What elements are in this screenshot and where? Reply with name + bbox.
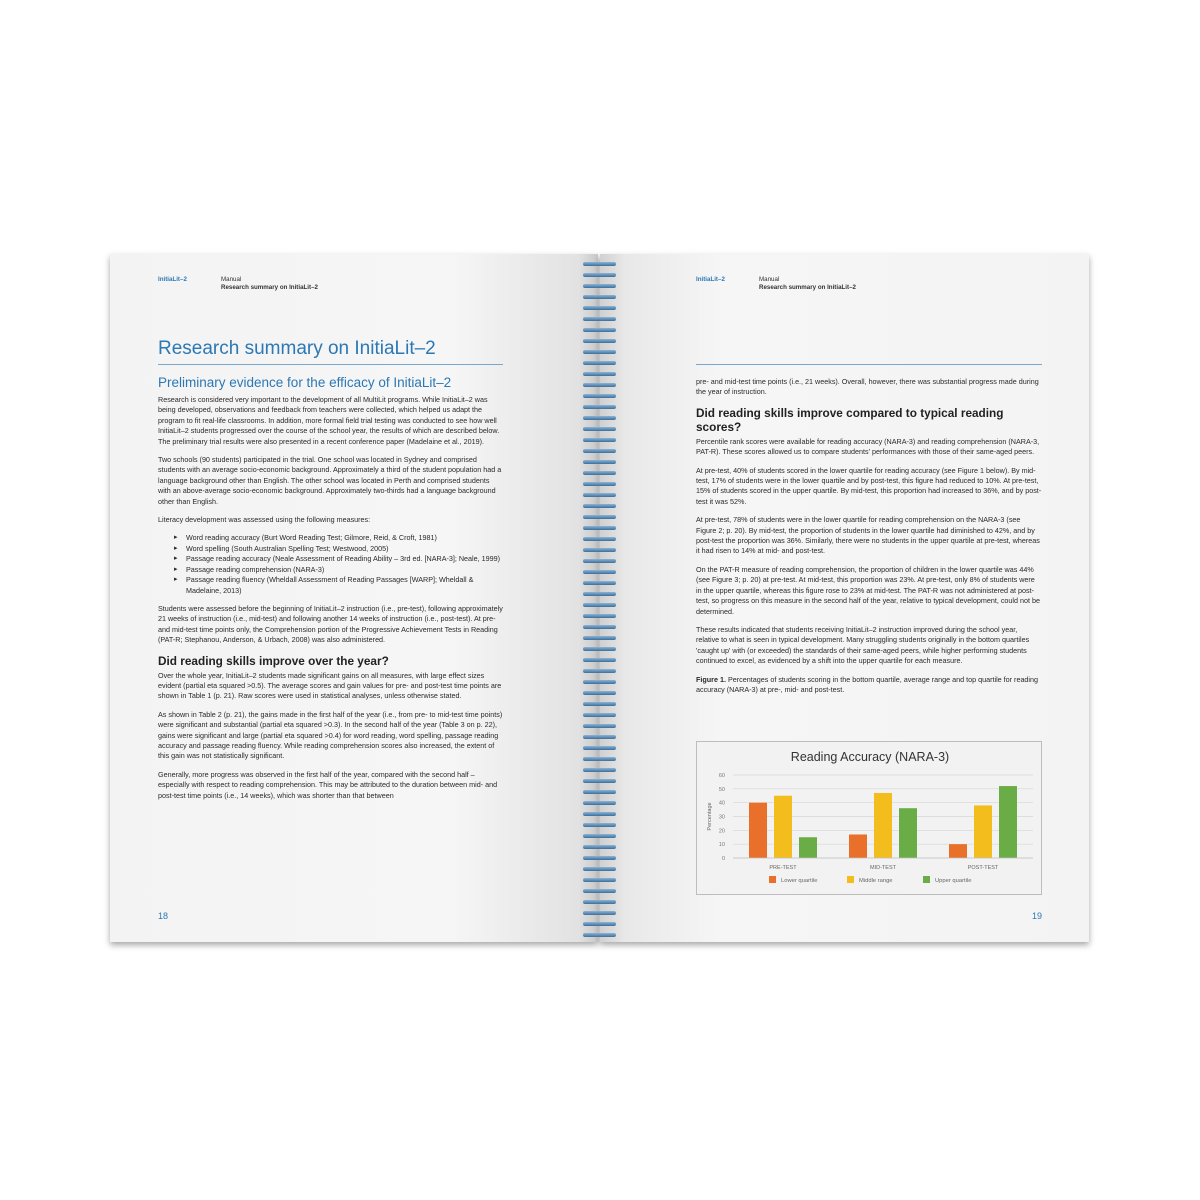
x-tick-label: MID-TEST bbox=[870, 865, 896, 871]
spiral-ring bbox=[583, 933, 616, 937]
paragraph: Generally, more progress was observed in the first half of the year, compared with the second half – especially with respect to reading comprehension. This may be attributed to the duration between mid- and post-test time points (i.e., 14 weeks), which was shorter than that between bbox=[158, 769, 498, 800]
chart-title: Reading Accuracy (NARA-3) bbox=[790, 750, 950, 764]
list-item: ▸ Word spelling (South Australian Spelling Test; Westwood, 2005) bbox=[174, 544, 503, 554]
spiral-ring bbox=[583, 372, 616, 376]
bar bbox=[899, 808, 917, 858]
spiral-ring bbox=[583, 504, 616, 508]
spiral-ring bbox=[583, 416, 616, 420]
paragraph: These results indicated that students receiving InitiaLit–2 instruction improved during the school year, relative to what is seen in typical development. Many struggling students originally in the bottom quartiles 'caught up' with (or exceeded) the standards of their same-aged peers, while higher performing students continued to excel, as evidenced by a shift into the upper quartile for each measure. bbox=[696, 624, 1030, 666]
title-rule bbox=[696, 364, 1042, 365]
spiral-ring bbox=[583, 460, 616, 464]
spiral-ring bbox=[583, 295, 616, 299]
spiral-ring bbox=[583, 900, 616, 904]
left-page bbox=[110, 254, 598, 942]
spiral-ring bbox=[583, 702, 616, 706]
legend-swatch bbox=[769, 876, 776, 883]
spiral-ring bbox=[583, 790, 616, 794]
list-item: ▸ Passage reading comprehension (NARA-3) bbox=[174, 565, 503, 575]
list-item: ▸ Passage reading accuracy (Neale Assessment of Reading Ability – 3rd ed. [NARA-3]; Neale, 1999) bbox=[174, 554, 503, 564]
spiral-ring bbox=[583, 262, 616, 266]
paragraph: Two schools (90 students) participated in the trial. One school was located in Sydney and comprised students with an average socio-economic background. Approximately a third of the student population had a language background other than English. The other school was located in Perth and comprised students with an above-average socio-economic background. Approximately two-thirds had a language background other than English. bbox=[158, 455, 502, 506]
spiral-ring bbox=[583, 812, 616, 816]
spiral-ring bbox=[583, 823, 616, 827]
spiral-ring bbox=[583, 724, 616, 728]
spiral-ring bbox=[583, 328, 616, 332]
bar bbox=[799, 837, 817, 858]
spiral-ring bbox=[583, 438, 616, 442]
header-series: InitiaLit–2 bbox=[158, 276, 187, 283]
bar bbox=[974, 805, 992, 858]
chart-svg bbox=[697, 742, 1043, 896]
spiral-ring bbox=[583, 427, 616, 431]
spiral-ring bbox=[583, 548, 616, 552]
header-section bbox=[759, 276, 856, 292]
spiral-ring bbox=[583, 482, 616, 486]
section-heading: Did reading skills improve over the year? bbox=[158, 653, 389, 668]
header-manual: Manual bbox=[221, 276, 242, 283]
spiral-ring bbox=[583, 669, 616, 673]
header-section bbox=[221, 276, 318, 292]
spiral-ring bbox=[583, 911, 616, 915]
spiral-ring bbox=[583, 284, 616, 288]
spiral-ring bbox=[583, 867, 616, 871]
bar bbox=[999, 786, 1017, 858]
spiral-ring bbox=[583, 350, 616, 354]
y-tick-label: 10 bbox=[718, 842, 725, 849]
page-number: 19 bbox=[1031, 911, 1042, 921]
spiral-ring bbox=[583, 922, 616, 926]
spiral-ring bbox=[583, 526, 616, 530]
y-axis-label: Percentage bbox=[707, 802, 713, 831]
spiral-ring bbox=[583, 317, 616, 321]
spiral-ring bbox=[583, 889, 616, 893]
spiral-ring bbox=[583, 834, 616, 838]
spiral-ring bbox=[583, 658, 616, 662]
legend-swatch bbox=[923, 876, 930, 883]
bar bbox=[774, 796, 792, 858]
spiral-ring bbox=[583, 537, 616, 541]
spiral-ring bbox=[583, 680, 616, 684]
spiral-ring bbox=[583, 339, 616, 343]
spiral-ring bbox=[583, 515, 616, 519]
spiral-ring bbox=[583, 845, 616, 849]
x-tick-label: POST-TEST bbox=[967, 865, 999, 871]
spiral-ring bbox=[583, 636, 616, 640]
section-heading: Did reading skills improve compared to typical reading scores? bbox=[696, 405, 1004, 434]
title-rule bbox=[158, 364, 503, 365]
y-tick-label: 20 bbox=[718, 828, 725, 835]
y-tick-label: 40 bbox=[718, 800, 725, 807]
spiral-ring bbox=[583, 581, 616, 585]
section-subtitle: Preliminary evidence for the efficacy of InitiaLit–2 bbox=[158, 375, 452, 390]
header-section-title: Research summary on InitiaLit–2 bbox=[221, 284, 318, 291]
right-body bbox=[696, 377, 1042, 695]
spiral-ring bbox=[583, 493, 616, 497]
spiral-ring bbox=[583, 592, 616, 596]
spiral-ring bbox=[583, 691, 616, 695]
legend-swatch bbox=[847, 876, 854, 883]
paragraph: At pre-test, 40% of students scored in the lower quartile for reading accuracy (see Figure 1 below). By mid-test, 17% of students were in the lower quartile and by post-test, this figure had reduced to 10%. At pre-test, 15% of students scored in the upper quartile. By mid-test, this proportion had increased to 36%, and by post-test it was 52%. bbox=[696, 465, 1042, 506]
paragraph: Students were assessed before the beginning of InitiaLit–2 instruction (i.e., pre-test), following approximately 21 weeks of instruction (i.e., mid-test) and following another 14 weeks of instruction (i.e., post-test). At pre- and mid-test time points only, the Comprehension portion of the Progressive Achievement Tests in Reading (PAT-R; Stephanou, Anderson, & Urbach, 2008) was also administered. bbox=[158, 603, 503, 645]
spiral-ring bbox=[583, 306, 616, 310]
figure-caption bbox=[696, 675, 1042, 696]
spiral-ring bbox=[583, 614, 616, 618]
spiral-ring bbox=[583, 757, 616, 761]
spiral-ring bbox=[583, 394, 616, 398]
left-body bbox=[158, 395, 503, 809]
paragraph: Over the whole year, InitiaLit–2 students made significant gains on all measures, with large effect sizes evident (partial eta squared >0.5). The average scores and gain values for pre- and post-test time points are shown in Table 1 (p. 21). Raw scores were used in statistical analyses, unless otherwise stated. bbox=[158, 670, 502, 701]
spiral-ring bbox=[583, 471, 616, 475]
figure-label: Figure 1. bbox=[696, 674, 726, 684]
legend-label: Middle range bbox=[859, 878, 893, 884]
header-series: InitiaLit–2 bbox=[696, 276, 725, 283]
y-tick-label: 30 bbox=[718, 814, 725, 821]
header-manual: Manual bbox=[759, 276, 780, 283]
spiral-ring bbox=[583, 361, 616, 365]
bar bbox=[949, 844, 967, 858]
spiral-ring bbox=[583, 856, 616, 860]
spiral-ring bbox=[583, 779, 616, 783]
x-tick-label: PRE-TEST bbox=[769, 865, 797, 871]
spiral-ring bbox=[583, 647, 616, 651]
y-tick-label: 50 bbox=[718, 786, 725, 793]
bar bbox=[874, 793, 892, 858]
spiral-ring bbox=[583, 801, 616, 805]
spiral-ring bbox=[583, 603, 616, 607]
page-title: Research summary on InitiaLit–2 bbox=[158, 338, 436, 359]
paragraph: pre- and mid-test time points (i.e., 21 weeks). Overall, however, there was substantial progress made during the year of instruction. bbox=[696, 377, 1039, 397]
bar bbox=[849, 834, 867, 858]
right-page bbox=[600, 254, 1089, 942]
spiral-ring bbox=[583, 746, 616, 750]
spiral-ring bbox=[583, 768, 616, 772]
measures-list bbox=[158, 533, 503, 595]
paragraph: Research is considered very important to the development of all MultiLit programs. While InitiaLit–2 was being developed, observations and feedback from teachers were collected, which helped us adapt the program to fit real-life classrooms. In addition, more formal field trial testing was conducted to see how well InitiaLit–2 students progressed over the course of the school year, the results of which are described below. The preliminary trial results were also presented in a recent conference paper (Madelaine et al., 2019). bbox=[158, 395, 500, 446]
figure-caption-text: Percentages of students scoring in the bottom quartile, average range and top quartile for reading accuracy (NARA-3) at pre-, mid- and post-test. bbox=[696, 674, 1039, 694]
spiral-ring bbox=[583, 405, 616, 409]
spiral-binding bbox=[583, 262, 619, 942]
paragraph: Literacy development was assessed using the following measures: bbox=[158, 515, 371, 525]
spiral-ring bbox=[583, 273, 616, 277]
paragraph: Percentile rank scores were available for reading accuracy (NARA-3) and reading comprehension (NARA-3, PAT-R). These scores allowed us to compare students' performances with those of their same-aged peers. bbox=[696, 436, 1040, 457]
list-item: ▸ Word reading accuracy (Burt Word Reading Test; Gilmore, Reid, & Croft, 1981) bbox=[174, 533, 503, 543]
spiral-ring bbox=[583, 625, 616, 629]
y-tick-label: 0 bbox=[721, 856, 725, 862]
list-item: ▸ Passage reading fluency (Wheldall Assessment of Reading Passages [WARP]; Wheldall & Madelaine, 2013) bbox=[174, 575, 503, 596]
paragraph: At pre-test, 78% of students were in the lower quartile for reading comprehension on the NARA-3 (see Figure 2; p. 20). By mid-test, the proportion of students in the lower quartile had diminished to 42%, and by post-test the proportion was 36%. Similarly, there were no students in the upper quartile at pre-test, whereas it had risen to 14% at mid- and post-test. bbox=[696, 515, 1040, 556]
spiral-ring bbox=[583, 713, 616, 717]
reading-accuracy-chart bbox=[696, 741, 1042, 895]
page-number: 18 bbox=[158, 911, 169, 921]
paragraph: As shown in Table 2 (p. 21), the gains made in the first half of the year (i.e., from pre- to mid-test time points) were significant and substantial (partial eta squared >0.3). In the second half of the year (Table 3 on p. 22), gains were significant and large (partial eta squared >0.4) for word reading, word spelling, passage reading accuracy and passage reading fluency. While reading comprehension scores also increased, the extent of this gain was not statistically significant. bbox=[158, 709, 503, 761]
spiral-ring bbox=[583, 449, 616, 453]
header-section-title: Research summary on InitiaLit–2 bbox=[759, 284, 856, 291]
paragraph: On the PAT-R measure of reading comprehension, the proportion of children in the lower quartile was 44% (see Figure 3; p. 20) at pre-test. At mid-test, this proportion was 23%. At pre-test, only 8% of students were in the upper quartile, whereas this figure rose to 23% at mid-test. The PAT-R was not administered at post-test, so progress on this measure in the second half of the year, relative to typical development, could not be determined. bbox=[696, 564, 1040, 616]
legend-label: Lower quartile bbox=[781, 878, 818, 884]
y-tick-label: 60 bbox=[718, 773, 725, 779]
spiral-ring bbox=[583, 735, 616, 739]
spiral-ring bbox=[583, 559, 616, 563]
spiral-ring bbox=[583, 878, 616, 882]
bar bbox=[749, 803, 767, 858]
spiral-ring bbox=[583, 383, 616, 387]
legend-label: Upper quartile bbox=[935, 878, 972, 884]
spiral-ring bbox=[583, 570, 616, 574]
